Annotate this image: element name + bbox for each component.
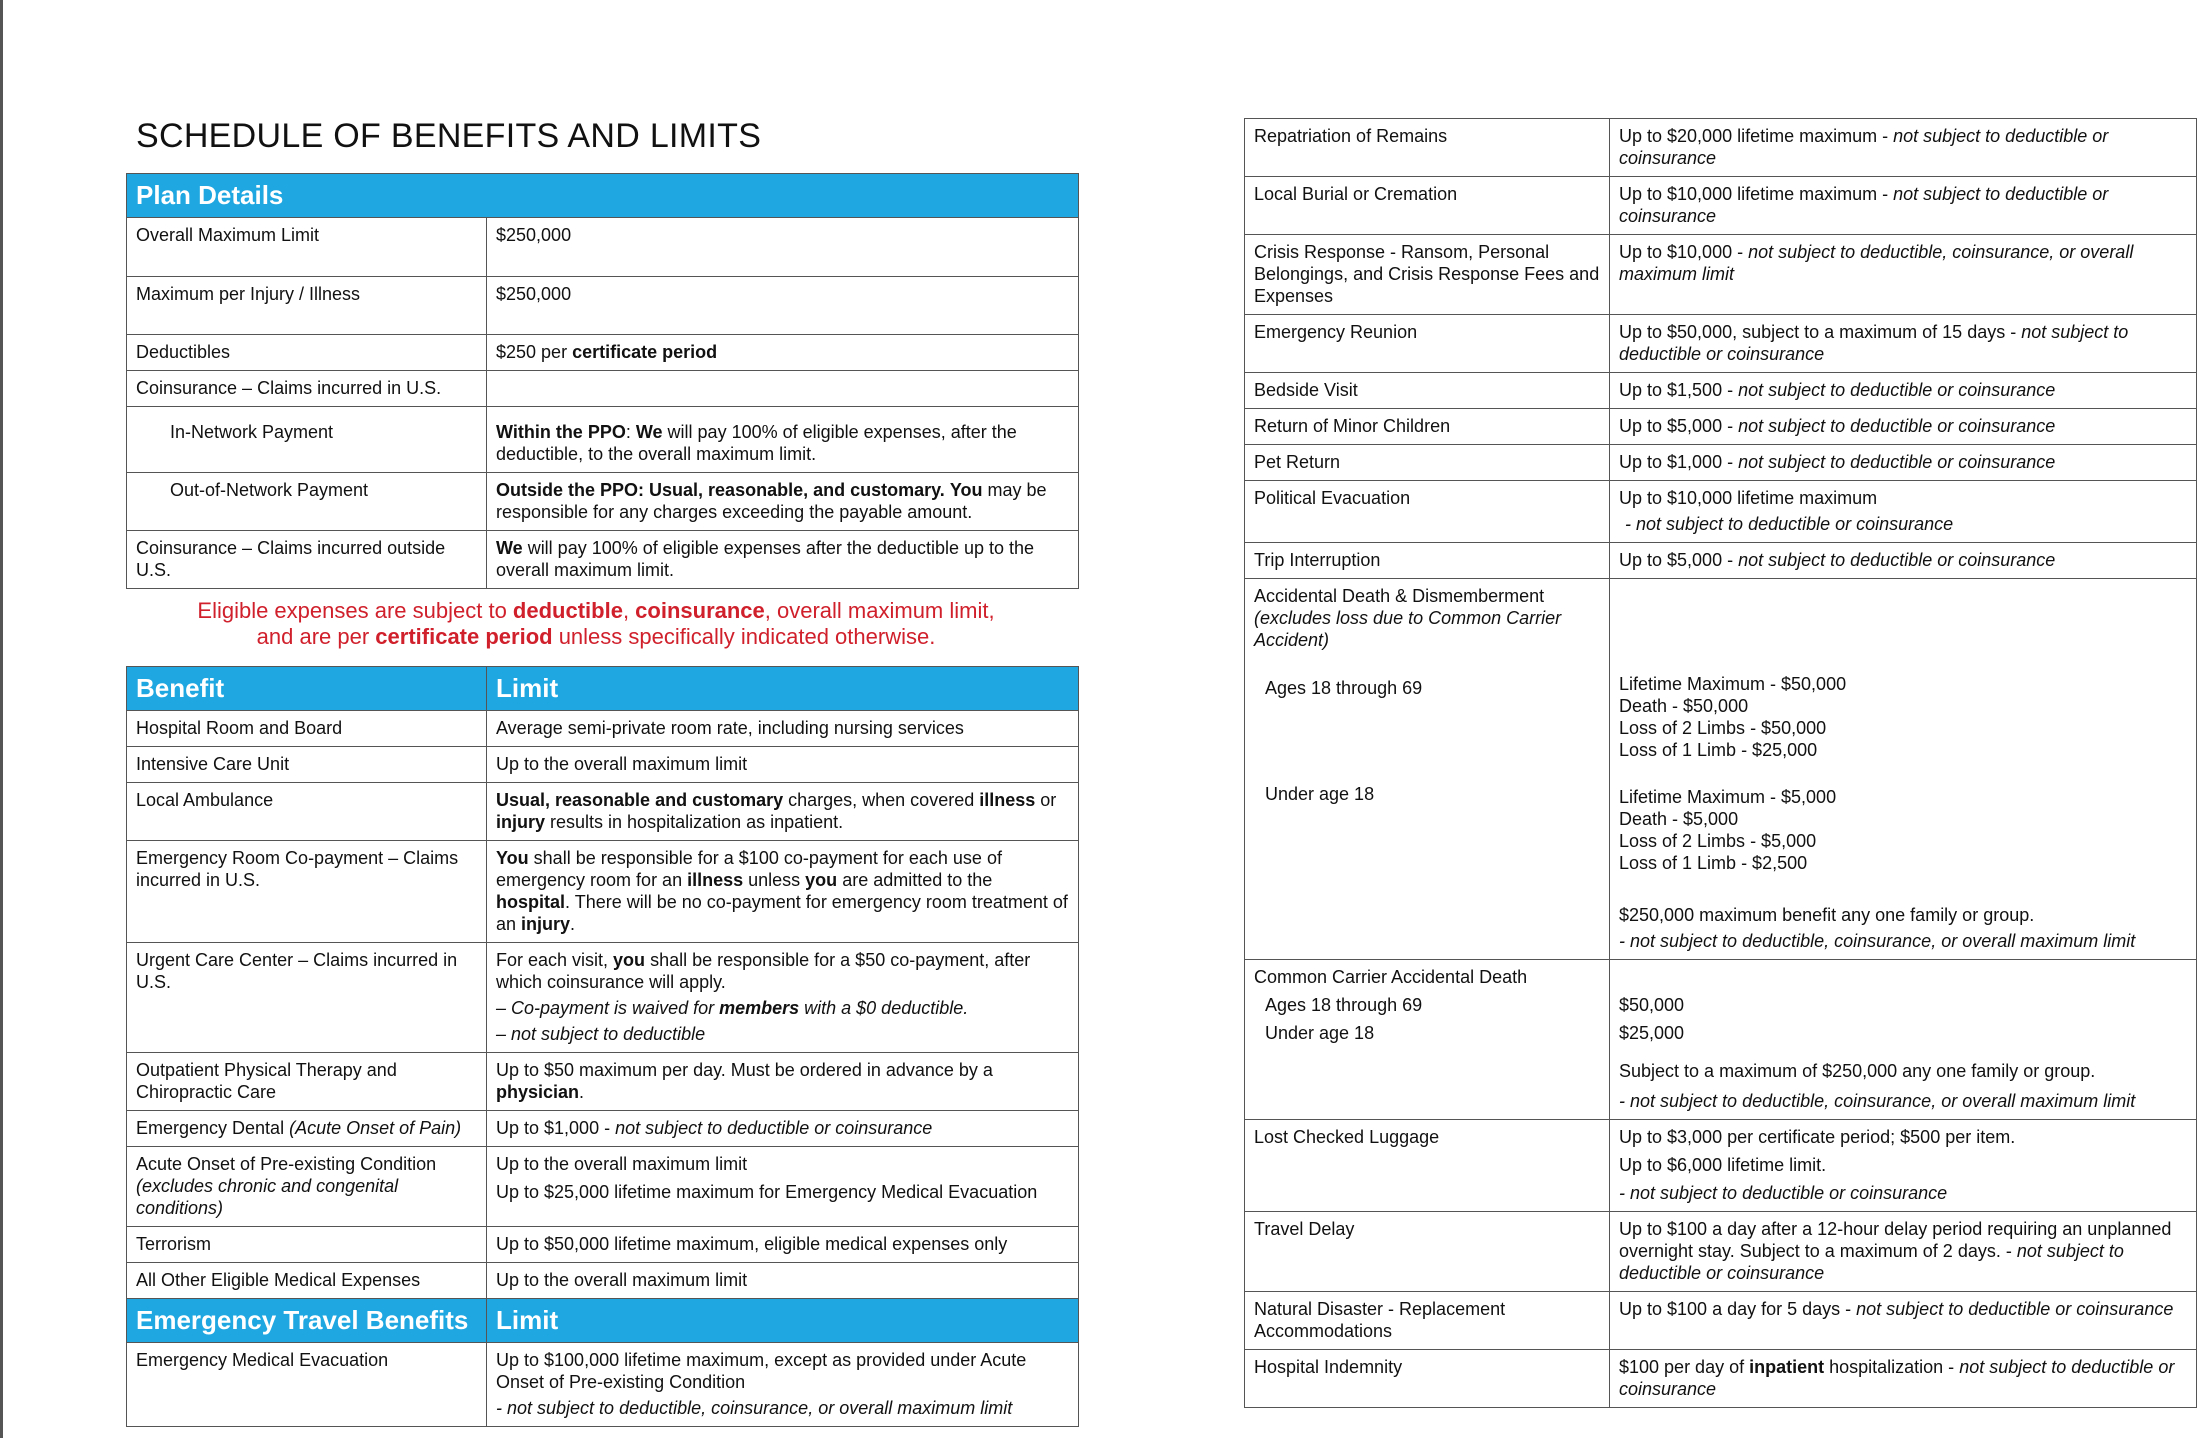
table-row [127,218,1079,277]
row-label: Maximum per Injury / Illness [127,277,487,335]
row-value: Up to $50,000 lifetime maximum, eligible medical expenses only [487,1227,1079,1263]
row-label: Repatriation of Remains [1245,119,1610,177]
row-label: All Other Eligible Medical Expenses [127,1263,487,1299]
row-value: Up to $5,000 - not subject to deductible or coinsurance [1610,409,2197,445]
table-row [1245,315,2197,373]
row-value: Outside the PPO: Usual, reasonable, and customary. You may be responsible for any charges exceeding the payable amount. [487,473,1079,531]
row-label: Political Evacuation [1245,481,1610,543]
table-row [127,407,1079,473]
row-label: Deductibles [127,335,487,371]
row-value: $250,000 [487,277,1079,335]
row-label: Lost Checked Luggage [1245,1120,1610,1212]
row-value: Up to $20,000 lifetime maximum - not subject to deductible or coinsurance [1610,119,2197,177]
row-value: $100 per day of inpatient hospitalization - not subject to deductible or coinsurance [1610,1350,2197,1408]
table-row [127,277,1079,335]
row-label: Local Ambulance [127,783,487,841]
row-value: Average semi-private room rate, including nursing services [487,711,1079,747]
table-row [127,1111,1079,1147]
row-value: Up to the overall maximum limit [487,1263,1079,1299]
table-row [1245,543,2197,579]
table-row [1245,481,2197,543]
row-value: Up to $1,000 - not subject to deductible or coinsurance [1610,445,2197,481]
table-row [127,711,1079,747]
row-value: Lifetime Maximum - $50,000 Death - $50,000 Loss of 2 Limbs - $50,000 Loss of 1 Limb - $25,000 Lifetime Maximum - $5,000 Death - $5,000 Loss of 2 Limbs - $5,000 Loss of 1 Limb - $2,500 $250,000 maximum benefit any one family or group. - not subject to deductible, coinsurance, or overall maximum limit [1610,579,2197,960]
row-value: For each visit, you shall be responsible for a $50 co-payment, after which coinsurance will apply. – Co-payment is waived for members with a $0 deductible. – not subject to deductible [487,943,1079,1053]
row-value [487,371,1079,407]
row-label: Intensive Care Unit [127,747,487,783]
row-value: $250 per certificate period [487,335,1079,371]
table-row [1245,1350,2197,1408]
table-row [127,1053,1079,1111]
row-label: Return of Minor Children [1245,409,1610,445]
row-label: In-Network Payment [127,407,487,473]
add-age1-limits: Lifetime Maximum - $50,000 Death - $50,000 Loss of 2 Limbs - $50,000 Loss of 1 Limb - $25,000 [1619,674,1847,760]
travel-benefit-column-heading: Emergency Travel Benefits [127,1299,487,1343]
table-row [127,1147,1079,1227]
row-value: Up to $100,000 lifetime maximum, except as provided under Acute Onset of Pre-existing Condition - not subject to deductible, coinsurance, or overall maximum limit [487,1343,1079,1427]
table-row [127,943,1079,1053]
table-row [127,783,1079,841]
row-label: Pet Return [1245,445,1610,481]
row-value: Within the PPO: We will pay 100% of eligible expenses, after the deductible, to the overall maximum limit. [487,407,1079,473]
row-label: Terrorism [127,1227,487,1263]
row-label: Coinsurance – Claims incurred outside U.S. [127,531,487,589]
row-value: Up to $100 a day after a 12-hour delay period requiring an unplanned overnight stay. Subject to a maximum of 2 days. - not subject to deductible or coinsurance [1610,1212,2197,1292]
table-row [127,473,1079,531]
row-label: Urgent Care Center – Claims incurred in U.S. [127,943,487,1053]
row-label: Hospital Room and Board [127,711,487,747]
row-value: Up to $1,500 - not subject to deductible or coinsurance [1610,373,2197,409]
row-label: Emergency Medical Evacuation [127,1343,487,1427]
row-label: Emergency Room Co-payment – Claims incurred in U.S. [127,841,487,943]
travel-benefits-header [127,1299,1079,1343]
row-value: $50,000 $25,000 Subject to a maximum of $250,000 any one family or group. - not subject to deductible, coinsurance, or overall maximum limit [1610,960,2197,1120]
table-row [1245,177,2197,235]
table-row [127,371,1079,407]
benefits-table [126,666,1079,1427]
row-label: Crisis Response - Ransom, Personal Belongings, and Crisis Response Fees and Expenses [1245,235,1610,315]
row-label: Accidental Death & Dismemberment (excludes loss due to Common Carrier Accident) Ages 18 through 69 Under age 18 [1245,579,1610,960]
row-value: Up to $100 a day for 5 days - not subject to deductible or coinsurance [1610,1292,2197,1350]
row-label: Local Burial or Cremation [1245,177,1610,235]
table-row [127,747,1079,783]
row-value: Usual, reasonable and customary charges, when covered illness or injury results in hospitalization as inpatient. [487,783,1079,841]
travel-benefits-table [1244,118,2197,1408]
row-value: Up to $10,000 lifetime maximum - not subject to deductible or coinsurance [1610,177,2197,235]
row-value: You shall be responsible for a $100 co-payment for each use of emergency room for an illness unless you are admitted to the hospital. There will be no co-payment for emergency room treatment of an injury. [487,841,1079,943]
travel-limit-column-heading: Limit [487,1299,1079,1343]
plan-details-heading: Plan Details [127,174,1079,218]
table-row [1245,1292,2197,1350]
row-label: Emergency Dental (Acute Onset of Pain) [127,1111,487,1147]
row-label: Outpatient Physical Therapy and Chiropractic Care [127,1053,487,1111]
row-label: Bedside Visit [1245,373,1610,409]
row-value: Up to $10,000 - not subject to deductible, coinsurance, or overall maximum limit [1610,235,2197,315]
row-value: Up to $3,000 per certificate period; $500 per item. Up to $6,000 lifetime limit. - not subject to deductible or coinsurance [1610,1120,2197,1212]
row-label: Natural Disaster - Replacement Accommodations [1245,1292,1610,1350]
table-row [127,531,1079,589]
table-row [1245,1212,2197,1292]
row-value: Up to $5,000 - not subject to deductible or coinsurance [1610,543,2197,579]
row-label: Emergency Reunion [1245,315,1610,373]
row-label: Out-of-Network Payment [127,473,487,531]
add-age2-limits: Lifetime Maximum - $5,000 Death - $5,000 Loss of 2 Limbs - $5,000 Loss of 1 Limb - $2,500 [1619,787,1837,873]
table-row [127,1263,1079,1299]
row-label: Overall Maximum Limit [127,218,487,277]
table-row [127,335,1079,371]
limit-column-heading: Limit [487,667,1079,711]
benefit-column-heading: Benefit [127,667,487,711]
row-label: Trip Interruption [1245,543,1610,579]
row-value: Up to the overall maximum limit Up to $25,000 lifetime maximum for Emergency Medical Evacuation [487,1147,1079,1227]
row-value: Up to $10,000 lifetime maximum - not subject to deductible or coinsurance [1610,481,2197,543]
page-title: SCHEDULE OF BENEFITS AND LIMITS [136,117,762,155]
row-label: Acute Onset of Pre-existing Condition (excludes chronic and congenital conditions) [127,1147,487,1227]
row-value: Up to the overall maximum limit [487,747,1079,783]
page-edge-rule [0,0,3,1438]
row-value: Up to $50,000, subject to a maximum of 15 days - not subject to deductible or coinsurance [1610,315,2197,373]
plan-details-header [127,174,1079,218]
table-row [1245,579,2197,960]
row-label: Common Carrier Accidental Death Ages 18 through 69 Under age 18 [1245,960,1610,1120]
table-row [1245,373,2197,409]
row-value: Up to $1,000 - not subject to deductible or coinsurance [487,1111,1079,1147]
table-row [127,1343,1079,1427]
row-value: We will pay 100% of eligible expenses after the deductible up to the overall maximum limit. [487,531,1079,589]
table-row [1245,960,2197,1120]
eligibility-notice: Eligible expenses are subject to deductible, coinsurance, overall maximum limit, and are per certificate period unless specifically indicated otherwise. [197,598,995,649]
row-label: Travel Delay [1245,1212,1610,1292]
row-value: $250,000 [487,218,1079,277]
table-row [1245,409,2197,445]
row-label: Coinsurance – Claims incurred in U.S. [127,371,487,407]
row-label: Hospital Indemnity [1245,1350,1610,1408]
row-value: Up to $50 maximum per day. Must be ordered in advance by a physician. [487,1053,1079,1111]
table-row [127,841,1079,943]
plan-details-table [126,173,1079,589]
table-row [127,1227,1079,1263]
table-row [1245,235,2197,315]
benefits-header [127,667,1079,711]
table-row [1245,1120,2197,1212]
table-row [1245,445,2197,481]
table-row [1245,119,2197,177]
